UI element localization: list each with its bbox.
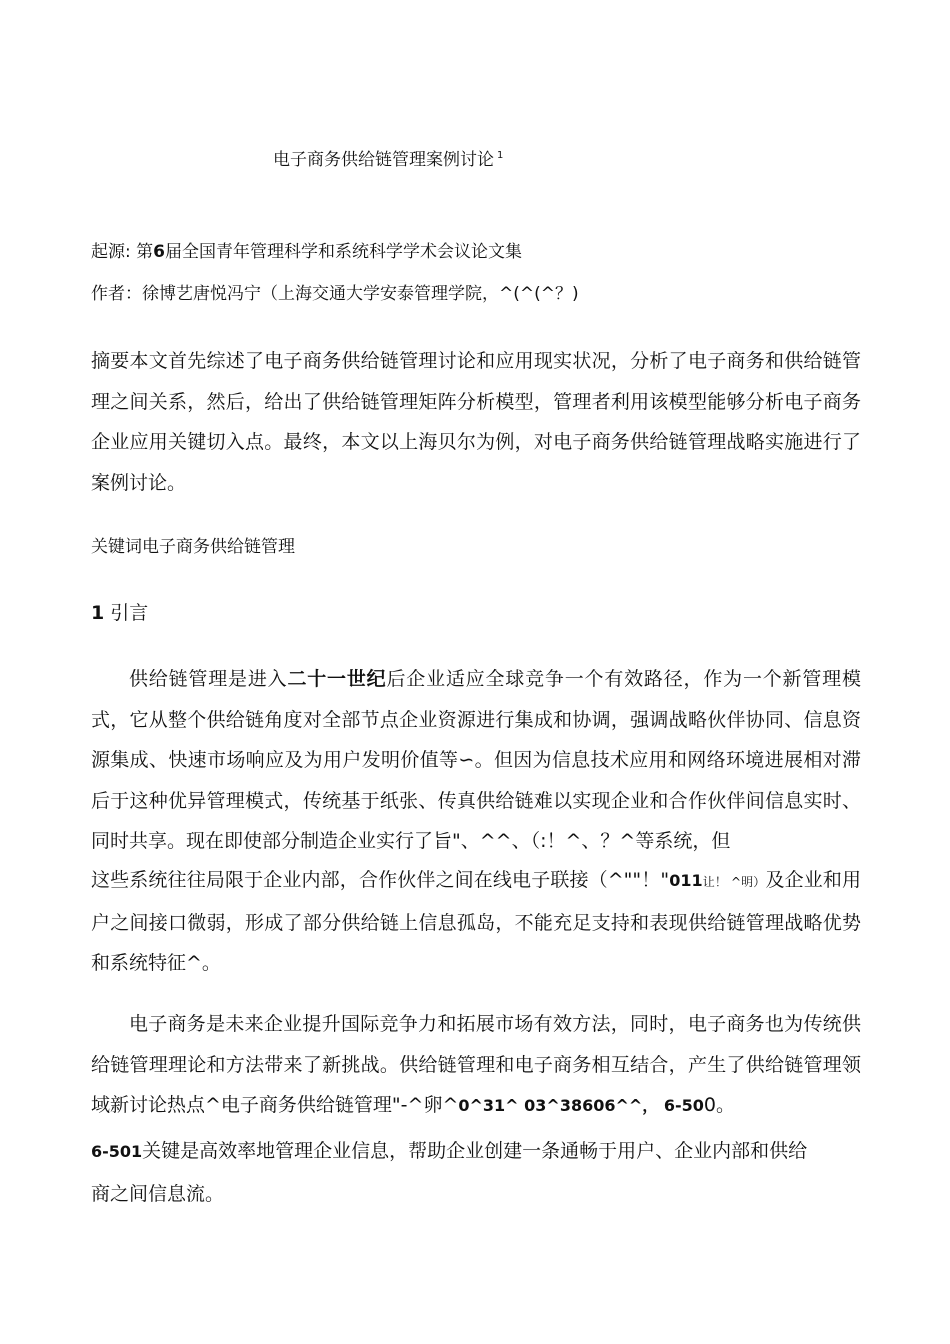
document-title bbox=[273, 144, 503, 172]
body-paragraph-1 bbox=[91, 659, 861, 862]
para2-last-tail: 0。 bbox=[703, 1094, 736, 1116]
para1b-pre: 这些系统往往局限于企业内部，合作伙伴之间在线电子联接（^""！" bbox=[91, 869, 670, 891]
section-title: 引言 bbox=[110, 602, 149, 624]
source-pre: 第 bbox=[136, 242, 154, 262]
author-line: 作者：徐博艺唐悦冯宁（上海交通大学安泰管理学院，^(^(^？) bbox=[91, 284, 579, 304]
keywords-line: 关键词电子商务供给链管理 bbox=[91, 537, 295, 557]
para3-text: 关键是高效率地管理企业信息，帮助企业创建一条通畅于用户、企业内部和供给 bbox=[142, 1140, 808, 1162]
para1b-post: 及企业和用户之间接口微弱，形成了部分供给链上信息孤岛，不能充足支持和表现供给链管理战略优势和系统特征^。 bbox=[91, 869, 861, 974]
body-paragraph-2 bbox=[91, 1004, 861, 1127]
para1b-bold: 011 bbox=[669, 871, 703, 890]
title-text: 电子商务供给链管理案例讨论 bbox=[273, 150, 494, 170]
source-text: 届全国青年管理科学和系统科学学术会议论文集 bbox=[164, 242, 522, 262]
para1-lead: 供给链管理是进入 bbox=[129, 668, 288, 690]
para3-bold: 6-501 bbox=[91, 1142, 143, 1161]
para2-text: 电子商务是未来企业提升国际竞争力和拓展市场有效方法，同时，电子商务也为传统供给链管理理论和方法带来了新挑战。供给链管理和电子商务相互结合，产生了供给链管理领域新 bbox=[91, 1013, 861, 1116]
source-line bbox=[91, 240, 522, 264]
body-paragraph-1-continued bbox=[91, 860, 861, 984]
body-paragraph-3 bbox=[91, 1139, 807, 1164]
para1b-small: 让！ ^明） bbox=[702, 875, 766, 889]
para2-last-pre: 讨论热点^电子商务供给链管理"-^卵^ bbox=[129, 1094, 459, 1116]
section-number: 1 bbox=[91, 602, 105, 624]
para1-text: 后企业适应全球竞争一个有效路径，作为一个新管理模式，它从整个供给链角度对全部节点企业资源进行集成和协调，强调战略伙伴协同、信息资源集成、快速市场响应及为用户发明价值等∽。但因为信息技术应用和网络环境进展相对滞后于这种优异管理模式，传统基于纸张、传真供给链难以实现企业和合作伙伴间信息实时、同时共享。现在即使部分制造企业实行了旨"、^^、（:！^、？^等系统，但 bbox=[91, 668, 861, 852]
source-number: 6 bbox=[153, 242, 165, 262]
section-heading bbox=[91, 601, 148, 625]
body-paragraph-3-continued: 商之间信息流。 bbox=[91, 1183, 225, 1205]
title-footnote-marker: 1 bbox=[497, 150, 504, 161]
source-label: 起源: bbox=[91, 242, 131, 262]
para2-last-bold: 0^31^ 03^38606^^， 6-50 bbox=[458, 1096, 704, 1115]
abstract-paragraph: 摘要本文首先综述了电子商务供给链管理讨论和应用现实状况，分析了电子商务和供给链管理之间关系，然后，给出了供给链管理矩阵分析模型，管理者利用该模型能够分析电子商务企业应用关键切入点。最终，本文以上海贝尔为例，对电子商务供给链管理战略实施进行了案例讨论。 bbox=[91, 350, 861, 494]
para1-bold: 二十一世纪 bbox=[287, 668, 387, 690]
